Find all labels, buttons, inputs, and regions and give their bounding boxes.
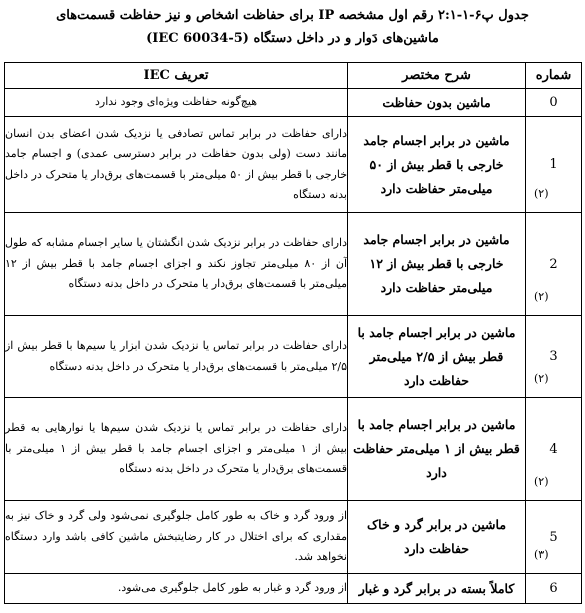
row-number [526,501,582,574]
row-iec-definition: دارای حفاظت در برابر تماس تصادفی یا نزدیک شدن اعضای بدن انسان مانند دست (ولی بدون حفاظت در برابر دسترسی عمدی) و اجسام جامد خارجی با قطر بیش از ۵۰ میلی‌متر با قسمت‌های برق‌دار یا متحرک در داخل بدنه دستگاه [5,117,348,213]
row-short-description: ماشین در برابر اجسام جامد خارجی با قطر بیش از ۱۲ میلی‌متر حفاظت دارد [348,213,526,316]
table-row [5,398,582,501]
row-footnote-marker: (۲) [534,372,549,385]
row-number [526,117,582,213]
header-number: شماره [526,63,582,89]
row-number-value: 5 [549,529,558,545]
row-number [526,89,582,117]
row-number-value: 6 [549,581,558,596]
table-header-row [5,63,582,89]
row-number-value: 4 [549,441,558,457]
table-row [5,89,582,117]
row-number-value: 2 [549,256,558,272]
row-number-value: 1 [549,157,558,172]
row-iec-definition: از ورود گرد و خاک به طور کامل جلوگیری نمی‌شود ولی گرد و خاک نیز به مقداری که برای اختلال در کار رضایتبخش ماشین کافی باشد وارد دستگاه نخواهد شد. [5,501,348,574]
row-short-description: ماشین در برابر اجسام جامد با قطر بیش از ۱ میلی‌متر حفاظت دارد [348,398,526,501]
row-number-value: 3 [549,349,558,364]
table-row [5,213,582,316]
row-footnote-marker: (۲) [534,187,549,200]
caption-line-2: ماشین‌های دَوار و در داخل دستگاه (IEC 60034-5) [146,31,439,46]
header-short-description: شرح مختصر [348,63,526,89]
row-iec-definition: دارای حفاظت در برابر تماس یا نزدیک شدن ابزار یا سیم‌ها با قطر بیش از ۲/۵ میلی‌متر با قسمت‌های برق‌دار یا متحرک در داخل بدنه دستگاه [5,316,348,398]
row-iec-definition: از ورود گرد و غبار به طور کامل جلوگیری می‌شود. [5,574,348,604]
row-iec-definition: هیچ‌گونه حفاظت ویژه‌ای وجود ندارد [5,89,348,117]
row-number [526,574,582,604]
header-iec-definition: تعریف IEC [5,63,348,89]
caption-line-1: جدول پ۶-۱-۲:۱ رقم اول مشخصه IP برای حفاظت اشخاص و نیز حفاظت قسمت‌های [56,8,529,23]
table-caption [6,4,579,50]
row-iec-definition: دارای حفاظت در برابر نزدیک شدن انگشتان یا سایر اجسام مشابه که طول آن از ۸۰ میلی‌متر تجاوز نکند و اجزای اجسام جامد با قطر بیش از ۱۲ میلی‌متر با قسمت‌های برق‌دار یا متحرک در داخل بدنه دستگاه [5,213,348,316]
row-short-description: ماشین در برابر اجسام جامد با قطر بیش از ۲/۵ میلی‌متر حفاظت دارد [348,316,526,398]
row-footnote-marker: (۲) [534,290,549,303]
row-short-description: ماشین در برابر گرد و خاک حفاظت دارد [348,501,526,574]
row-short-description: ماشین در برابر اجسام جامد خارجی با قطر بیش از ۵۰ میلی‌متر حفاظت دارد [348,117,526,213]
row-number [526,213,582,316]
table-row [5,117,582,213]
row-short-description: کاملاً بسته در برابر گرد و غبار [348,574,526,604]
row-short-description: ماشین بدون حفاظت [348,89,526,117]
table-row [5,574,582,604]
row-iec-definition: دارای حفاظت در برابر تماس یا نزدیک شدن سیم‌ها یا نوارهایی به قطر بیش از ۱ میلی‌متر و اجزای اجسام جامد با قطر بیش از ۱ میلی‌متر با قسمت‌های برق‌دار یا متحرک در داخل بدنه دستگاه [5,398,348,501]
table-row [5,501,582,574]
row-number [526,316,582,398]
row-footnote-marker: (۲) [534,475,549,488]
table-row [5,316,582,398]
row-number [526,398,582,501]
ip-first-digit-table [4,62,582,604]
row-footnote-marker: (۳) [534,548,549,561]
row-number-value: 0 [549,95,558,110]
